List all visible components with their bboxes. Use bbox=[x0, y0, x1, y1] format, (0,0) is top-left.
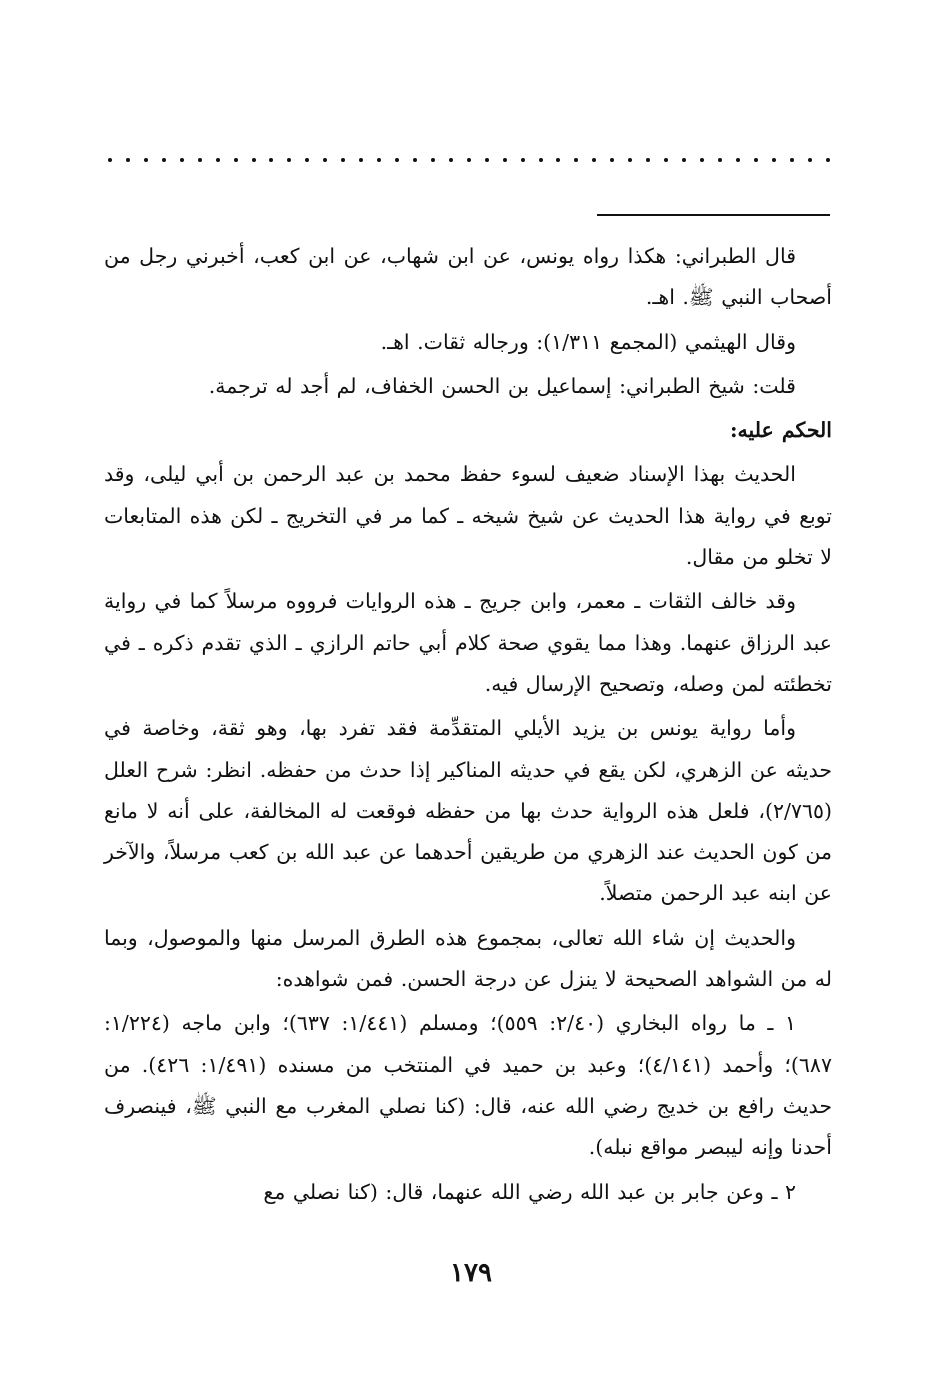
page-number: ١٧٩ bbox=[450, 1258, 492, 1288]
main-text bbox=[104, 236, 832, 1216]
section-heading: الحكم عليه: bbox=[729, 418, 832, 443]
paragraph-witness-2: ٢ ـ وعن جابر بن عبد الله رضي الله عنهما، قال: (كنا نصلي مع bbox=[263, 1179, 796, 1204]
paragraph-yunus-narration: وأما رواية يونس بن يزيد الأيلي المتقدِّمة فقد تفرد بها، وهو ثقة، وخاصة في حديثه عن الزهري، لكن يقع في حديثه المناكير إذا حدث من حفظه. انظر: شرح العلل (٢/٧٦٥)، فلعل هذه الرواية حدث بها من حفظه فوقعت له المخالفة، على أنه لا مانع من كون الحديث عند الزهري من طريقين أحدهما عن عبد الله بن كعب مرسلاً، والآخر عن ابنه عبد الرحمن متصلاً. bbox=[104, 716, 832, 906]
paragraph-conclusion: والحديث إن شاء الله تعالى، بمجموع هذه الطرق المرسل منها والموصول، وبما له من الشواهد الصحيحة لا ينزل عن درجة الحسن. فمن شواهده: bbox=[104, 925, 832, 992]
paragraph-author-note: قلت: شيخ الطبراني: إسماعيل بن الحسن الخفاف، لم أجد له ترجمة. bbox=[208, 373, 796, 398]
paragraph-witness-1: ١ ـ ما رواه البخاري (٢/٤٠: ٥٥٩)؛ ومسلم (١/٤٤١: ٦٣٧)؛ وابن ماجه (١/٢٢٤: ٦٨٧)؛ وأحمد (٤/١٤١)؛ وعبد بن حميد في المنتخب من مسنده (١/٤٩١: ٤٢٦). من حديث رافع بن خديج رضي الله عنه، قال: (كنا نصلي المغرب مع النبي ﷺ، فينصرف أحدنا وإنه ليبصر مواقع نبله). bbox=[104, 1011, 832, 1160]
footnote-rule bbox=[597, 214, 830, 216]
dotted-separator bbox=[108, 150, 830, 170]
paragraph-haythami-quote: وقال الهيثمي (المجمع ١/٣١١): ورجاله ثقات. اهـ. bbox=[380, 329, 796, 354]
paragraph-tabarani-quote: قال الطبراني: هكذا رواه يونس، عن ابن شهاب، عن ابن كعب، أخبرني رجل من أصحاب النبي ﷺ. اهـ. bbox=[104, 244, 832, 310]
paragraph-ruling: الحديث بهذا الإسناد ضعيف لسوء حفظ محمد بن عبد الرحمن بن أبي ليلى، وقد توبع في رواية هذا الحديث عن شيخ شيخه ـ كما مر في التخريج ـ لكن هذه المتابعات لا تخلو من مقال. bbox=[104, 462, 832, 570]
paragraph-disagreement: وقد خالف الثقات ـ معمر، وابن جريج ـ هذه الروايات فرووه مرسلاً كما في رواية عبد الرزاق عنهما. وهذا مما يقوي صحة كلام أبي حاتم الرازي ـ الذي تقدم ذكره ـ في تخطئته لمن وصله، وتصحيح الإرسال فيه. bbox=[104, 589, 832, 696]
